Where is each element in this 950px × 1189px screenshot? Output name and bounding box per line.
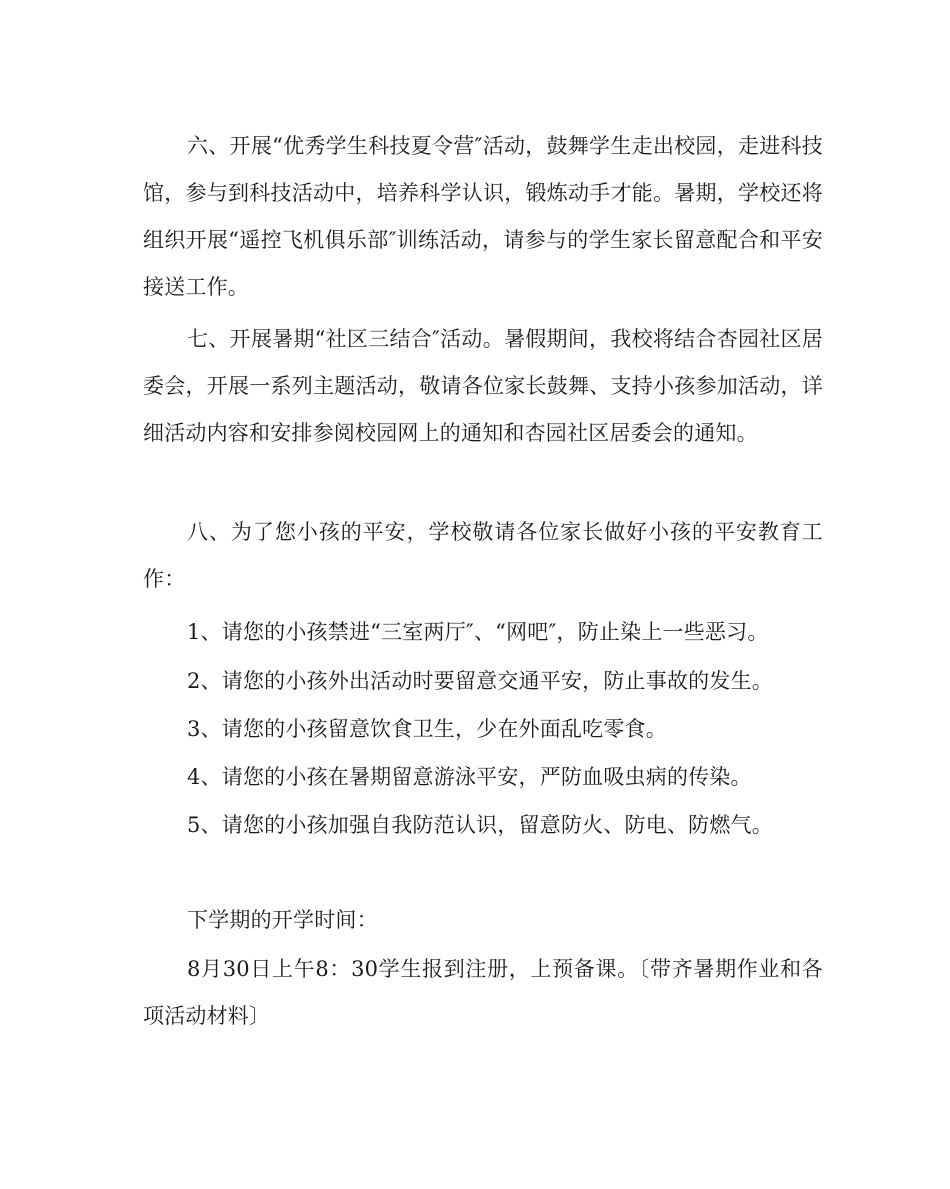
paragraph-eight: 八、为了您小孩的平安，学校敬请各位家长做好小孩的平安教育工作：: [143, 520, 823, 591]
list-item: 1、请您的小孩禁进“三室两厅″、“网吧″，防止染上一些恶习。: [187, 620, 769, 644]
list-item: 2、请您的小孩外出活动时要留意交通平安，防止事故的发生。: [187, 669, 773, 693]
paragraph-six: 六、开展“优秀学生科技夏令营″活动，鼓舞学生走出校园，走进科技馆，参与到科技活动中，培养科学认识，锻炼动手才能。暑期，学校还将组织开展“遥控飞机俱乐部″训练活动，请参与的学生家长留意配合和平安接送工作。: [143, 134, 823, 299]
list-item: 3、请您的小孩留意饮食卫生，少在外面乱吃零食。: [187, 717, 667, 741]
next-term-detail: 8月30日上午8：30学生报到注册，上预备课。〔带齐暑期作业和各项活动材料〕: [143, 957, 823, 1028]
list-item: 5、请您的小孩加强自我防范认识，留意防火、防电、防燃气。: [187, 813, 773, 837]
next-term-heading: 下学期的开学时间：: [187, 908, 378, 932]
paragraph-seven: 七、开展暑期“社区三结合″活动。暑假期间，我校将结合杏园社区居委会，开展一系列主题活动，敬请各位家长鼓舞、支持小孩参加活动，详细活动内容和安排参阅校园网上的通知和杏园社区居委会的通知。: [143, 327, 823, 445]
list-item: 4、请您的小孩在暑期留意游泳平安，严防血吸虫病的传染。: [187, 765, 752, 789]
